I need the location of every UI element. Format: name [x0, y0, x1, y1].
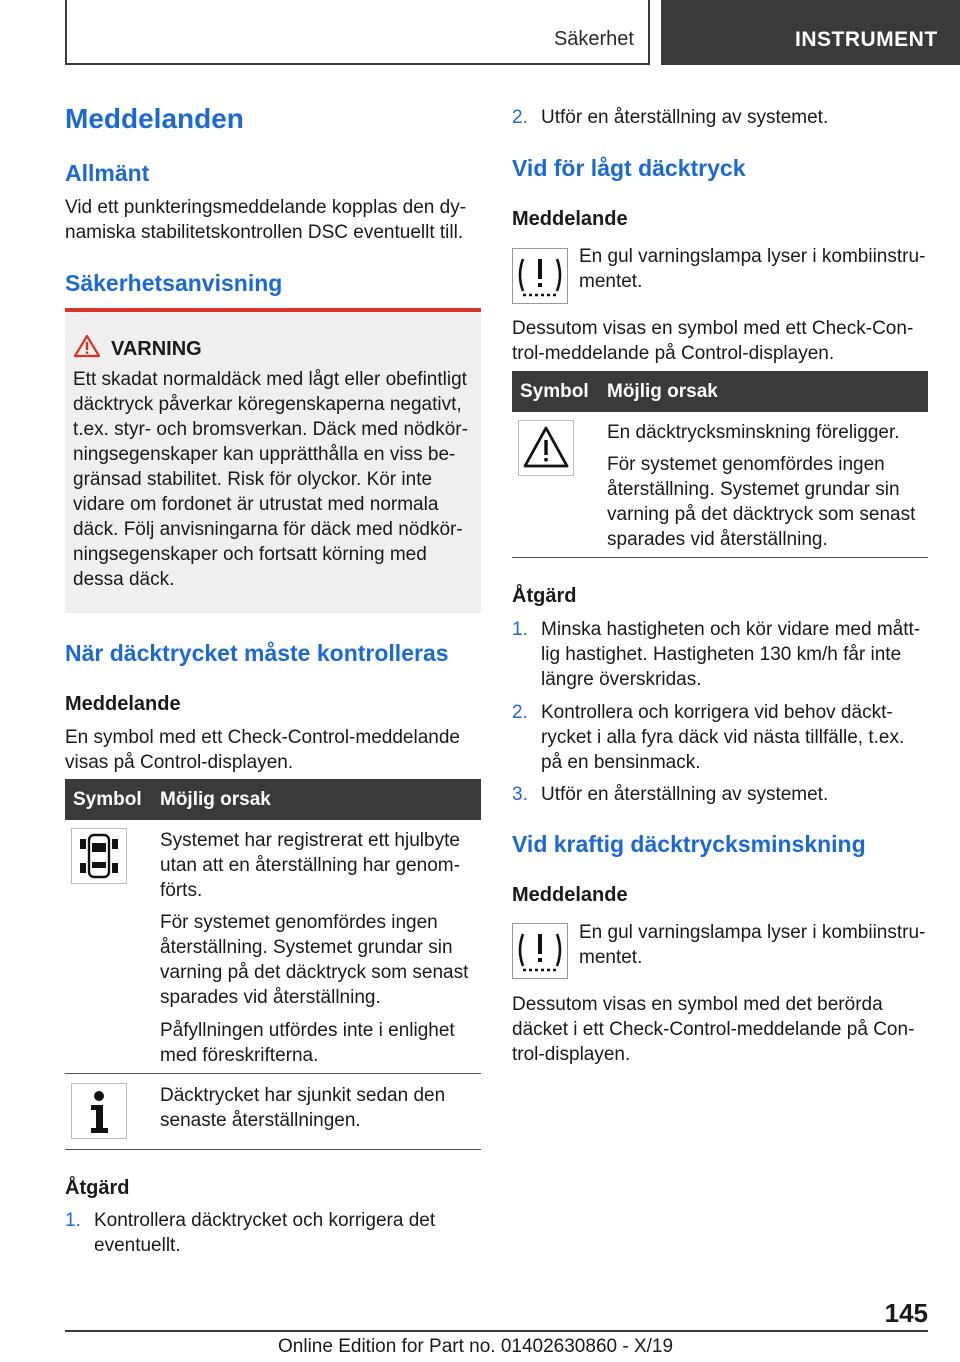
message-heading: Meddelande — [65, 693, 181, 715]
action-number: 2. — [512, 702, 528, 723]
warning-triangle-icon — [518, 420, 574, 476]
warning-box — [65, 308, 481, 613]
table-row-divider — [65, 1149, 481, 1150]
action-text: Kontrollera däcktrycket och korrigera det eventuellt. — [94, 1210, 436, 1256]
warning-text: Ett skadat normaldäck med lågt eller obefintligt däcktryck påverkar köregenskaperna negativt, t.ex. styr- och bromsverkan. Däck med nödkörningsegenskaper kan upprätthålla en viss begränsad stabilitet. Risk för olyckor. Kör inte vidare om fordonet är utrustat med normala däck. Följ anvisningarna för däck med nödkörningsegenskaper och fortsatt körning med dessa däck. — [73, 369, 468, 590]
table-header — [65, 779, 481, 820]
warning-title: VARNING — [111, 338, 202, 360]
safety-heading: Säkerhetsanvisning — [65, 270, 283, 296]
top-step-number: 2. — [512, 107, 528, 128]
general-text: Vid ett punkteringsmeddelande kopplas den dynamiska stabilitetskontrollen DSC eventuellt till. — [65, 197, 467, 243]
table-col-cause: Möjlig orsak — [160, 789, 271, 810]
action-number: 3. — [512, 784, 528, 805]
footer-divider — [65, 1330, 928, 1332]
low-message-heading: Meddelande — [512, 208, 628, 230]
severe-heading: Vid kraftig däcktrycksminskning — [512, 831, 866, 857]
tire-pressure-warning-icon — [512, 923, 568, 979]
chapter-tab — [661, 0, 960, 65]
top-step-text: Utför en återställning av systemet. — [541, 107, 829, 128]
action-number: 1. — [65, 1210, 81, 1231]
severe-lamp-text: En gul varningslampa lyser i kombiinstrumentet. — [579, 922, 926, 968]
message-text: En symbol med ett Check-Control-meddelande visas på Control-displayen. — [65, 727, 460, 773]
warning-triangle-icon — [73, 334, 101, 363]
low-pressure-heading: Vid för lågt däcktryck — [512, 155, 746, 181]
tire-pressure-warning-icon — [512, 248, 568, 304]
wheel-change-icon — [71, 828, 127, 884]
action-heading: Åtgärd — [65, 1177, 130, 1199]
table-col-cause: Möjlig orsak — [607, 381, 718, 402]
table-header — [512, 371, 928, 412]
chapter-label: INSTRUMENT — [795, 28, 938, 51]
page-header — [65, 0, 960, 65]
right-table-row1-text1: En däcktrycksminskning föreligger. — [607, 422, 900, 443]
action-text: Kontrollera och korrigera vid behov däcktrycket i alla fyra däck vid nästa tillfälle, t.ex. på en bensinmack. — [541, 702, 905, 773]
table-row2-text1: Däcktrycket har sjunkit sedan den senaste återställningen. — [160, 1085, 446, 1131]
table-col-symbol: Symbol — [73, 789, 142, 810]
table-row-divider — [65, 1073, 481, 1074]
info-icon — [71, 1083, 127, 1139]
action-number: 1. — [512, 619, 528, 640]
table-row1-text2: För systemet genomfördes ingen återställning. Systemet grundar sin varning på det däcktryck som senast sparades vid återställning. — [160, 912, 469, 1008]
action-text: Utför en återställning av systemet. — [541, 784, 829, 805]
table-col-symbol: Symbol — [520, 381, 589, 402]
table-row1-text1: Systemet har registrerat ett hjulbyte utan att en återställning har genomförts. — [160, 830, 460, 901]
right-table-row1-text2: För systemet genomfördes ingen återställning. Systemet grundar sin varning på det däcktryck som senast sparades vid återställning. — [607, 454, 916, 550]
footer-edition: Online Edition for Part no. 01402630860 - X/19 — [278, 1336, 674, 1357]
section-tab — [65, 0, 650, 65]
low-lamp-text: En gul varningslampa lyser i kombiinstrumentet. — [579, 246, 926, 292]
page-title: Meddelanden — [65, 103, 244, 134]
check-heading: När däcktrycket måste kontrolleras — [65, 640, 449, 666]
low-extra-text: Dessutom visas en symbol med ett Check-Control-meddelande på Control-displayen. — [512, 318, 914, 364]
table-row-divider — [512, 557, 928, 558]
section-label: Säkerhet — [553, 28, 634, 50]
general-heading: Allmänt — [65, 160, 150, 186]
severe-extra-text: Dessutom visas en symbol med det berörda däcket i ett Check-Control-meddelande på Control-displayen. — [512, 994, 915, 1065]
table-row1-text3: Påfyllningen utfördes inte i enlighet med föreskrifterna. — [160, 1020, 455, 1066]
right-action-heading: Åtgärd — [512, 585, 577, 607]
page-number: 145 — [884, 1298, 928, 1328]
severe-message-heading: Meddelande — [512, 884, 628, 906]
action-text: Minska hastigheten och kör vidare med måttlig hastighet. Hastigheten 130 km/h får inte längre överskridas. — [541, 619, 921, 690]
